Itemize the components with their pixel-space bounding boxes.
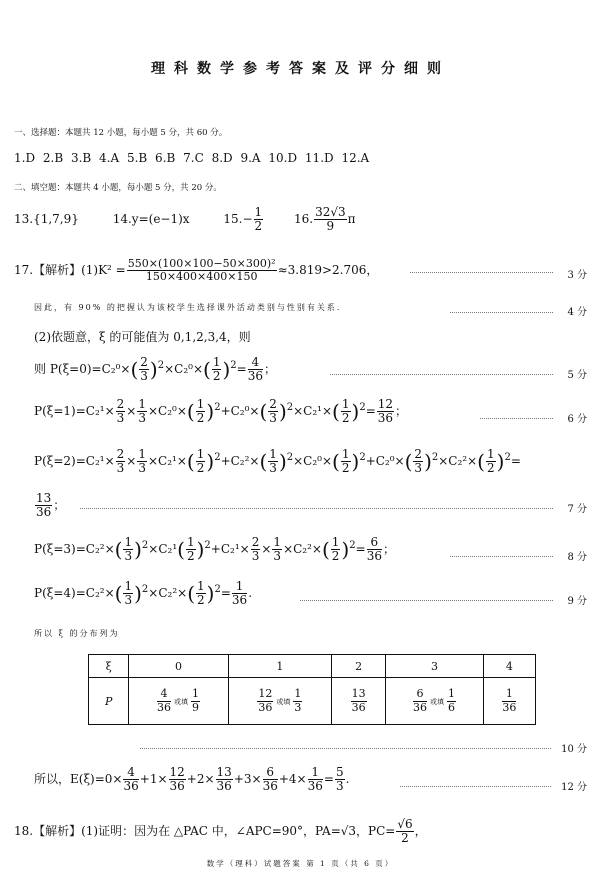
score-9: 9 分 [567,596,587,607]
page-title: 理科数学参考答案及评分细则 [151,61,450,77]
table-cell: $\frac{4}{36}$ 或填 $\frac{1}{9}$ [129,678,228,725]
fill-in-answers [14,206,356,233]
table-header-cell: 2 [332,655,386,678]
answer-15: 15.− $\frac{1}{2}$ [223,205,263,234]
q18-line: 18.【解析】(1)证明：因为在 △PAC 中，∠APC=90°，PA=√3，PC= $\frac{√6}{2}$ ， [14,817,427,846]
table-header-cell: 0 [129,655,228,678]
page-footer: 数学（理科）试题答案 第 1 页（共 6 页） [206,859,395,868]
q17-k2-line: 17.【解析】(1)K² = $\frac{\text{550×(100×100−50×300)²}}{150\times 400\times 400\times 150}$ ≈3.819>2.706， [14,257,379,284]
p1-line: P(ξ=1)=C₂¹× $\frac{2}{3}$ × $\frac{1}{3}$ ×C₂⁰×( $\frac{1}{2}$ )$^2$+C₂⁰×( $\frac{2}{3}$ )$^2$×C₂¹×( $\frac{1}{2}$ )$^2$= $\frac{12}{36}$ ； [34,397,408,426]
score-7: 7 分 [567,504,587,515]
distribution-table [88,654,536,725]
section2-header: 二、填空题：本题共 4 小题，每小题 5 分，共 20 分。 [14,183,222,193]
table-header-cell: ξ [89,655,129,678]
score-3: 3 分 [567,270,587,281]
q17-conclusion: 因此，有 90% 的把握认为该校学生选择课外活动类别与性别有关系． [34,303,347,312]
section1-header: 一、选择题：本题共 12 小题，每小题 5 分，共 60 分。 [14,128,228,138]
answer-13: 13.{1,7,9} [14,212,79,227]
table-p-label: P [89,678,129,725]
score-10: 10 分 [561,744,587,755]
table-header-row [89,655,536,678]
table-cell: $\frac{13}{36}$ [332,678,386,725]
p2-continuation: $\frac{13}{36}$ ； [36,491,66,520]
table-header-cell: 1 [228,655,331,678]
score-6: 6 分 [567,414,587,425]
score-12: 12 分 [561,782,587,793]
table-header-cell: 3 [386,655,483,678]
table-header-cell: 4 [483,655,535,678]
table-cell: $\frac{6}{36}$ 或填 $\frac{1}{6}$ [386,678,483,725]
p2-line: P(ξ=2)=C₂¹× $\frac{2}{3}$ × $\frac{1}{3}$ ×C₂¹×( $\frac{1}{2}$ )$^2$+C₂²×( $\frac{1}{3}$ )$^2$×C₂⁰×( $\frac{1}{2}$ )$^2$+C₂⁰×( $\frac{2}{3}$ )$^2$×C₂²×( $\frac{1}{2}$ )$^2$= [34,447,521,476]
answer-14: 14.y=(e−1)x [112,212,190,227]
table-cell: $\frac{1}{36}$ [483,678,535,725]
table-row [89,678,536,725]
table-cell: $\frac{12}{36}$ 或填 $\frac{1}{3}$ [228,678,331,725]
score-5: 5 分 [567,370,587,381]
p0-line: 则 P(ξ=0)=C₂⁰×( $\frac{2}{3}$ )$^2$×C₂⁰×( $\frac{1}{2}$ )$^2$= $\frac{4}{36}$ ； [34,355,277,384]
p3-line: P(ξ=3)=C₂²×( $\frac{1}{3}$ )$^2$×C₂¹( $\frac{1}{2}$ )$^2$+C₂¹× $\frac{2}{3}$ × $\frac{1}{3}$ ×C₂²×( $\frac{1}{2}$ )$^2$= $\frac{6}{36}$ ； [34,535,395,564]
answer-16: 16. $\frac{32√3}{9}$ π [294,205,356,234]
q17-part2-intro: (2)依题意，ξ 的可能值为 0,1,2,3,4，则 [34,330,251,344]
expectation-line: 所以，E(ξ)=0× $\frac{4}{36}$ +1× $\frac{12}{36}$ +2× $\frac{13}{36}$ +3× $\frac{6}{36}$ +4× $\frac{1}{36}$ = $\frac{5}{3}$ . [34,765,350,794]
distribution-intro: 所以 ξ 的分布列为 [34,629,120,638]
score-8: 8 分 [567,552,587,563]
p4-line: P(ξ=4)=C₂²×( $\frac{1}{3}$ )$^2$×C₂²×( $\frac{1}{2}$ )$^2$= $\frac{1}{36}$ . [34,579,253,608]
section1-answers: 1.D 2.B 3.B 4.A 5.B 6.B 7.C 8.D 9.A 10.D 11.D 12.A [14,151,370,165]
score-4: 4 分 [567,307,587,318]
